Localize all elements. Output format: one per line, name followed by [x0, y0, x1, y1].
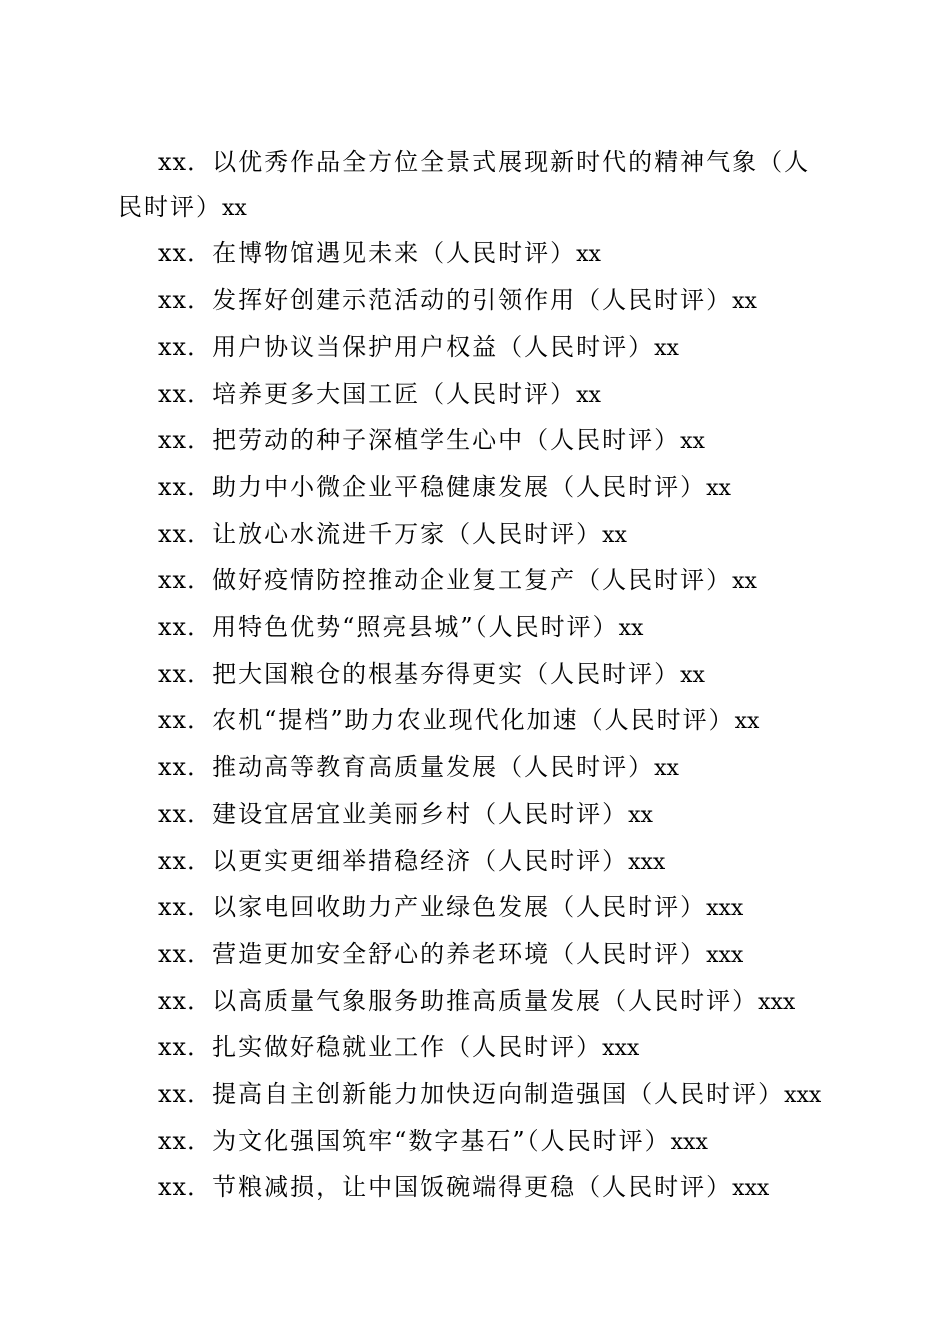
entry-title: 发挥好创建示范活动的引领作用（人民时评）	[212, 286, 733, 315]
entry-title: 为文化强国筑牢“数字基石”（人民时评）	[212, 1126, 671, 1155]
entry-number: xx．	[158, 426, 213, 455]
entry-title: 把劳动的种子深植学生心中（人民时评）	[212, 426, 681, 455]
entry-title: 助力中小微企业平稳健康发展（人民时评）	[212, 472, 707, 501]
toc-entry	[118, 1165, 830, 1212]
entry-page: xxx	[670, 1129, 708, 1155]
entry-number: xx．	[158, 1126, 213, 1155]
toc-entry	[118, 278, 830, 325]
entry-page: xxx	[628, 849, 666, 875]
entry-number: xx．	[158, 893, 213, 922]
entry-title: 农机“提档”助力农业现代化加速（人民时评）	[212, 706, 735, 735]
toc-entry	[118, 140, 830, 231]
entry-page: xx	[732, 289, 757, 315]
entry-number: xx．	[158, 1033, 213, 1062]
entry-number: xx．	[158, 286, 213, 315]
toc-entry	[118, 932, 830, 979]
entry-number: xx．	[158, 472, 213, 501]
toc-entry	[118, 885, 830, 932]
toc-entry	[118, 1072, 830, 1119]
entry-page: xx	[732, 569, 757, 595]
entry-number: xx．	[158, 1173, 213, 1202]
entry-title: 建设宜居宜业美丽乡村（人民时评）	[212, 799, 629, 828]
toc-entry	[118, 558, 830, 605]
entry-number: xx．	[158, 332, 213, 361]
entry-title: 以家电回收助力产业绿色发展（人民时评）	[212, 893, 707, 922]
entry-page: xx	[706, 475, 731, 501]
entry-number: xx．	[158, 706, 213, 735]
entry-page: xx	[628, 802, 653, 828]
entry-page: xx	[618, 616, 644, 642]
entry-title: 用特色优势“照亮县城”（人民时评）	[212, 613, 619, 642]
entry-page: xxx	[784, 1083, 822, 1109]
entry-page: xx	[602, 522, 627, 548]
entry-page: xx	[654, 335, 679, 361]
toc-entry	[118, 465, 830, 512]
entry-title: 用户协议当保护用户权益（人民时评）	[212, 332, 655, 361]
entry-number: xx．	[158, 148, 213, 176]
entry-number: xx．	[158, 753, 213, 782]
entry-number: xx．	[158, 846, 213, 875]
entry-title: 节粮减损，让中国饭碗端得更稳（人民时评）	[212, 1173, 733, 1202]
entry-title: 营造更加安全舒心的养老环境（人民时评）	[212, 939, 707, 968]
table-of-contents	[118, 140, 830, 1212]
entry-page: xxx	[706, 942, 744, 968]
toc-entry	[118, 1119, 830, 1166]
entry-page: xxx	[602, 1036, 640, 1062]
entry-title: 以高质量气象服务助推高质量发展（人民时评）	[212, 986, 759, 1015]
entry-number: xx．	[158, 986, 213, 1015]
entry-title: 让放心水流进千万家（人民时评）	[212, 519, 603, 548]
toc-entry	[118, 512, 830, 559]
entry-page: xxx	[758, 989, 796, 1015]
entry-title: 在博物馆遇见未来（人民时评）	[212, 239, 577, 268]
entry-page: xx	[576, 242, 601, 268]
entry-title: 以优秀作品全方位全景式展现新时代的精神气象（人民时评）	[118, 148, 811, 221]
entry-number: xx．	[158, 1080, 213, 1109]
toc-entry	[118, 1025, 830, 1072]
toc-entry	[118, 372, 830, 419]
entry-page: xxx	[706, 896, 744, 922]
entry-title: 把大国粮仓的根基夯得更实（人民时评）	[212, 659, 681, 688]
entry-page: xx	[680, 662, 705, 688]
entry-title: 扎实做好稳就业工作（人民时评）	[212, 1033, 603, 1062]
entry-page: xx	[734, 709, 760, 735]
entry-number: xx．	[158, 659, 213, 688]
toc-entry	[118, 839, 830, 886]
toc-entry	[118, 698, 830, 745]
toc-entry	[118, 652, 830, 699]
entry-page: xxx	[732, 1176, 770, 1202]
entry-page: xx	[680, 429, 705, 455]
entry-title: 培养更多大国工匠（人民时评）	[212, 379, 577, 408]
entry-number: xx．	[158, 799, 213, 828]
entry-page: xx	[222, 195, 247, 221]
toc-entry	[118, 418, 830, 465]
entry-title: 推动高等教育高质量发展（人民时评）	[212, 753, 655, 782]
entry-number: xx．	[158, 613, 213, 642]
entry-page: xx	[654, 756, 679, 782]
entry-number: xx．	[158, 239, 213, 268]
toc-entry	[118, 745, 830, 792]
entry-number: xx．	[158, 566, 213, 595]
toc-entry	[118, 979, 830, 1026]
entry-page: xx	[576, 382, 601, 408]
toc-entry	[118, 325, 830, 372]
entry-number: xx．	[158, 939, 213, 968]
entry-number: xx．	[158, 519, 213, 548]
entry-number: xx．	[158, 379, 213, 408]
entry-title: 提高自主创新能力加快迈向制造强国（人民时评）	[212, 1080, 785, 1109]
entry-title: 做好疫情防控推动企业复工复产（人民时评）	[212, 566, 733, 595]
toc-entry	[118, 231, 830, 278]
toc-entry	[118, 792, 830, 839]
entry-title: 以更实更细举措稳经济（人民时评）	[212, 846, 629, 875]
toc-entry	[118, 605, 830, 652]
